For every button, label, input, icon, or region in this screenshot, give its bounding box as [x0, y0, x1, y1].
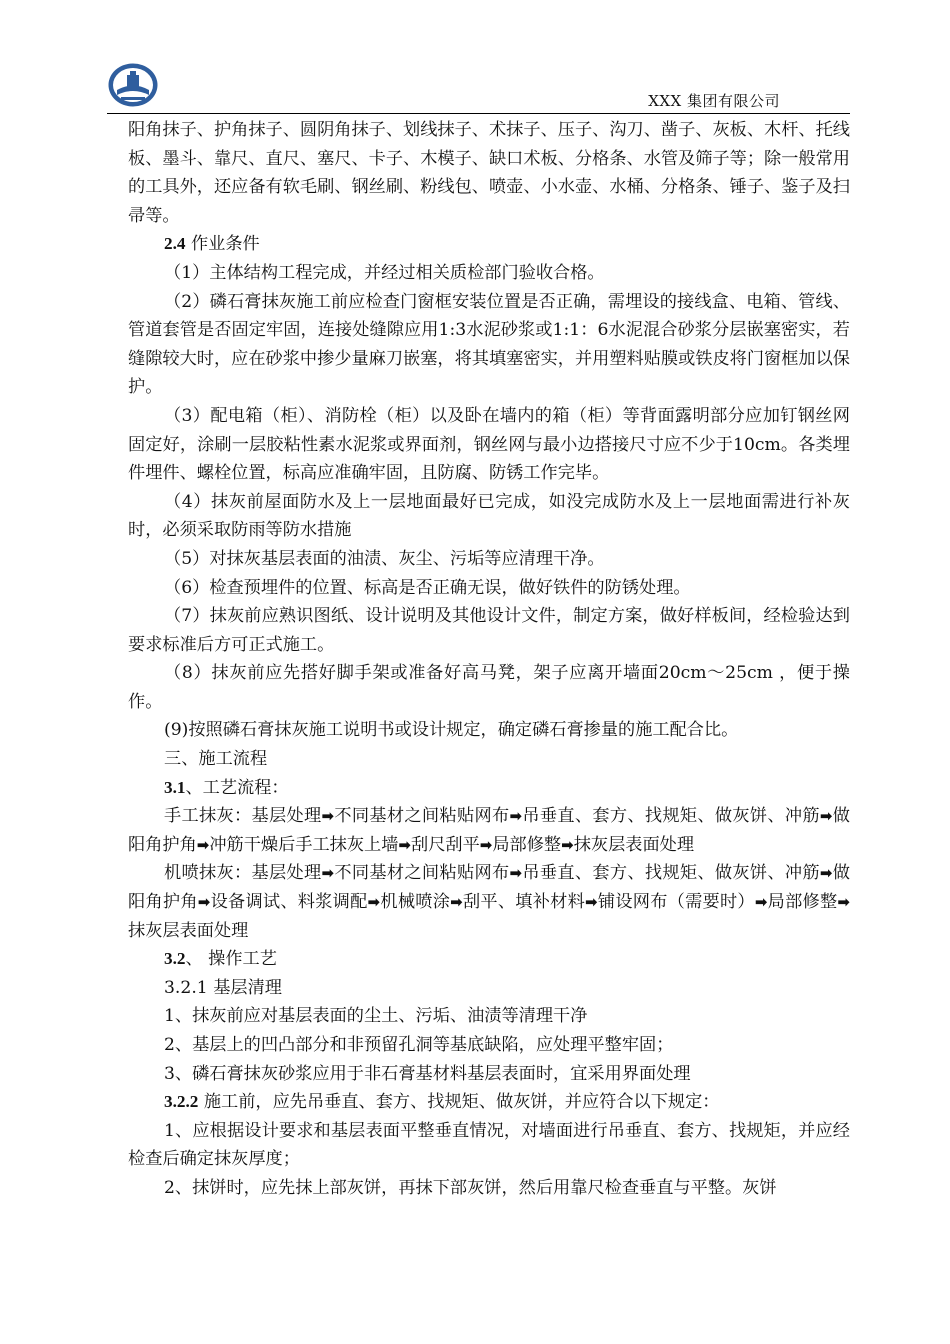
arrow-icon: ➡ — [197, 893, 211, 912]
company-name: XXX 集团有限公司 — [648, 92, 780, 110]
text-run: 刮平、填补材料 — [462, 892, 586, 913]
header-rule — [107, 113, 850, 114]
text-run: (9)按照磷石膏抹灰施工说明书或设计规定，确定磷石膏掺量的施工配合比。 — [164, 720, 739, 741]
text-run: 吊垂直、套方、找规矩、做灰饼、冲筋 — [522, 806, 820, 827]
text-run: 刮尺刮平 — [411, 834, 480, 855]
section-number: 3.2.2 — [164, 1092, 199, 1112]
text-run: 不同基材之间粘贴网布 — [334, 863, 510, 884]
arrow-icon: ➡ — [509, 864, 523, 883]
paragraph — [128, 230, 850, 259]
text-run: 做阳角护角 — [128, 863, 850, 913]
text-run: 不同基材之间粘贴网布 — [334, 806, 510, 827]
paragraph — [128, 745, 850, 774]
paragraph — [128, 974, 850, 1003]
paragraph — [128, 288, 850, 402]
arrow-icon: ➡ — [585, 893, 598, 912]
text-run: 3.2.1 基层清理 — [164, 977, 282, 998]
company-logo-icon — [107, 62, 159, 108]
text-run: 作业条件 — [185, 234, 260, 255]
text-run: 手工抹灰：基层处理 — [164, 806, 322, 827]
text-run: 1、抹灰前应对基层表面的尘土、污垢、油渍等清理干净 — [164, 1006, 588, 1027]
paragraph — [128, 1088, 850, 1117]
paragraph — [128, 859, 850, 945]
text-run: 设备调试、料浆调配 — [210, 892, 368, 913]
arrow-icon: ➡ — [196, 835, 210, 854]
arrow-icon: ➡ — [398, 835, 411, 854]
text-run: （2）磷石膏抹灰施工前应检查门窗框安装位置是否正确，需埋设的接线盒、电箱、管线、管道套管是否固定牢固，连接处缝隙应用1:3水泥砂浆或1:1：6水泥混合砂浆分层嵌塞密实，若缝隙较大时，应在砂浆中掺少量麻刀嵌塞，将其填塞密实，并用塑料贴膜或铁皮将门窗框加以保护。 — [128, 291, 850, 398]
text-run: 吊垂直、套方、找规矩、做灰饼、冲筋 — [522, 863, 820, 884]
text-run: 、工艺流程： — [185, 777, 289, 798]
text-run: （4）抹灰前屋面防水及上一层地面最好已完成，如没完成防水及上一层地面需进行补灰时，必须采取防雨等防水措施 — [128, 491, 850, 541]
section-number: 3.1 — [164, 777, 186, 797]
page-header — [107, 62, 850, 112]
arrow-icon: ➡ — [819, 807, 833, 826]
paragraph — [128, 1117, 850, 1174]
paragraph — [128, 716, 850, 745]
text-run: （8）抹灰前应先搭好脚手架或准备好高马凳，架子应离开墙面20cm～25cm ，便于操作。 — [128, 663, 850, 712]
arrow-icon: ➡ — [561, 835, 574, 854]
section-number: 3.2 — [164, 949, 186, 969]
paragraph — [128, 1002, 850, 1031]
paragraph — [128, 259, 850, 288]
text-run: 机械喷涂 — [380, 892, 451, 913]
paragraph — [128, 802, 850, 859]
paragraph — [128, 545, 850, 574]
text-run: （6）检查预埋件的位置、标高是否正确无误，做好铁件的防锈处理。 — [164, 577, 691, 598]
paragraph — [128, 1174, 850, 1203]
paragraph — [128, 574, 850, 603]
text-run: 冲筋干燥后手工抹灰上墙 — [209, 834, 399, 855]
text-run: 施工前，应先吊垂直、套方、找规矩、做灰饼，并应符合以下规定： — [198, 1092, 720, 1113]
arrow-icon: ➡ — [509, 807, 523, 826]
paragraph — [128, 1060, 850, 1089]
arrow-icon: ➡ — [321, 864, 335, 883]
text-run: 做阳角护角 — [128, 806, 850, 855]
paragraph — [128, 774, 850, 803]
text-run: （7）抹灰前应熟识图纸、设计说明及其他设计文件，制定方案，做好样板间，经检验达到要求标准后方可正式施工。 — [128, 606, 850, 655]
text-run: 阳角抹子、护角抹子、圆阴角抹子、划线抹子、术抹子、压子、沟刀、凿子、灰板、木杆、托线板、墨斗、靠尺、直尺、塞尺、卡子、木模子、缺口术板、分格条、水管及筛子等；除一般常用的工具外，还应备有软毛刷、钢丝刷、粉线包、喷壶、小水壶、水桶、分格条、锤子、鉴子及扫帚等。 — [128, 120, 850, 226]
text-run: 三、施工流程 — [164, 749, 268, 770]
text-run: 抹灰层表面处理 — [128, 920, 249, 941]
paragraph — [128, 659, 850, 716]
text-run: （3）配电箱（柜）、消防栓（柜）以及卧在墙内的箱（柜）等背面露明部分应加钉钢丝网固定好，涂刷一层胶粘性素水泥浆或界面剂，钢丝网与最小边搭接尺寸应不少于10cm。各类埋件埋件、螺栓位置，标高应准确牢固，且防腐、防锈工作完毕。 — [128, 405, 850, 484]
text-run: 、 操作工艺 — [185, 949, 277, 970]
arrow-icon: ➡ — [479, 835, 493, 854]
document-body — [128, 116, 850, 1203]
text-run: 机喷抹灰：基层处理 — [164, 863, 322, 884]
paragraph — [128, 402, 850, 488]
paragraph — [128, 1031, 850, 1060]
text-run: 局部修整 — [767, 892, 838, 913]
text-run: 铺设网布（需要时） — [597, 892, 755, 913]
section-number: 2.4 — [164, 234, 186, 254]
text-run: 2、基层上的凹凸部分和非预留孔洞等基底缺陷，应处理平整牢固； — [164, 1035, 674, 1055]
text-run: 1、应根据设计要求和基层表面平整垂直情况，对墙面进行吊垂直、套方、找规矩，并应经检查后确定抹灰厚度； — [128, 1120, 850, 1170]
text-run: 局部修整 — [492, 834, 562, 855]
text-run: （5）对抹灰基层表面的油渍、灰尘、污垢等应清理干净。 — [164, 548, 605, 569]
text-run: 2、抹饼时，应先抹上部灰饼，再抹下部灰饼，然后用靠尺检查垂直与平整。灰饼 — [164, 1177, 777, 1198]
text-run: 抹灰层表面处理 — [573, 834, 695, 855]
arrow-icon: ➡ — [321, 807, 335, 826]
arrow-icon: ➡ — [819, 864, 833, 883]
paragraph — [128, 602, 850, 659]
paragraph — [128, 116, 850, 230]
arrow-icon: ➡ — [837, 893, 850, 912]
arrow-icon: ➡ — [450, 893, 463, 912]
text-run: 3、磷石膏抹灰砂浆应用于非石膏基材料基层表面时，宜采用界面处理 — [164, 1063, 691, 1084]
arrow-icon: ➡ — [367, 893, 381, 912]
paragraph — [128, 488, 850, 545]
text-run: （1）主体结构工程完成，并经过相关质检部门验收合格。 — [164, 262, 605, 283]
paragraph — [128, 945, 850, 974]
arrow-icon: ➡ — [754, 893, 768, 912]
